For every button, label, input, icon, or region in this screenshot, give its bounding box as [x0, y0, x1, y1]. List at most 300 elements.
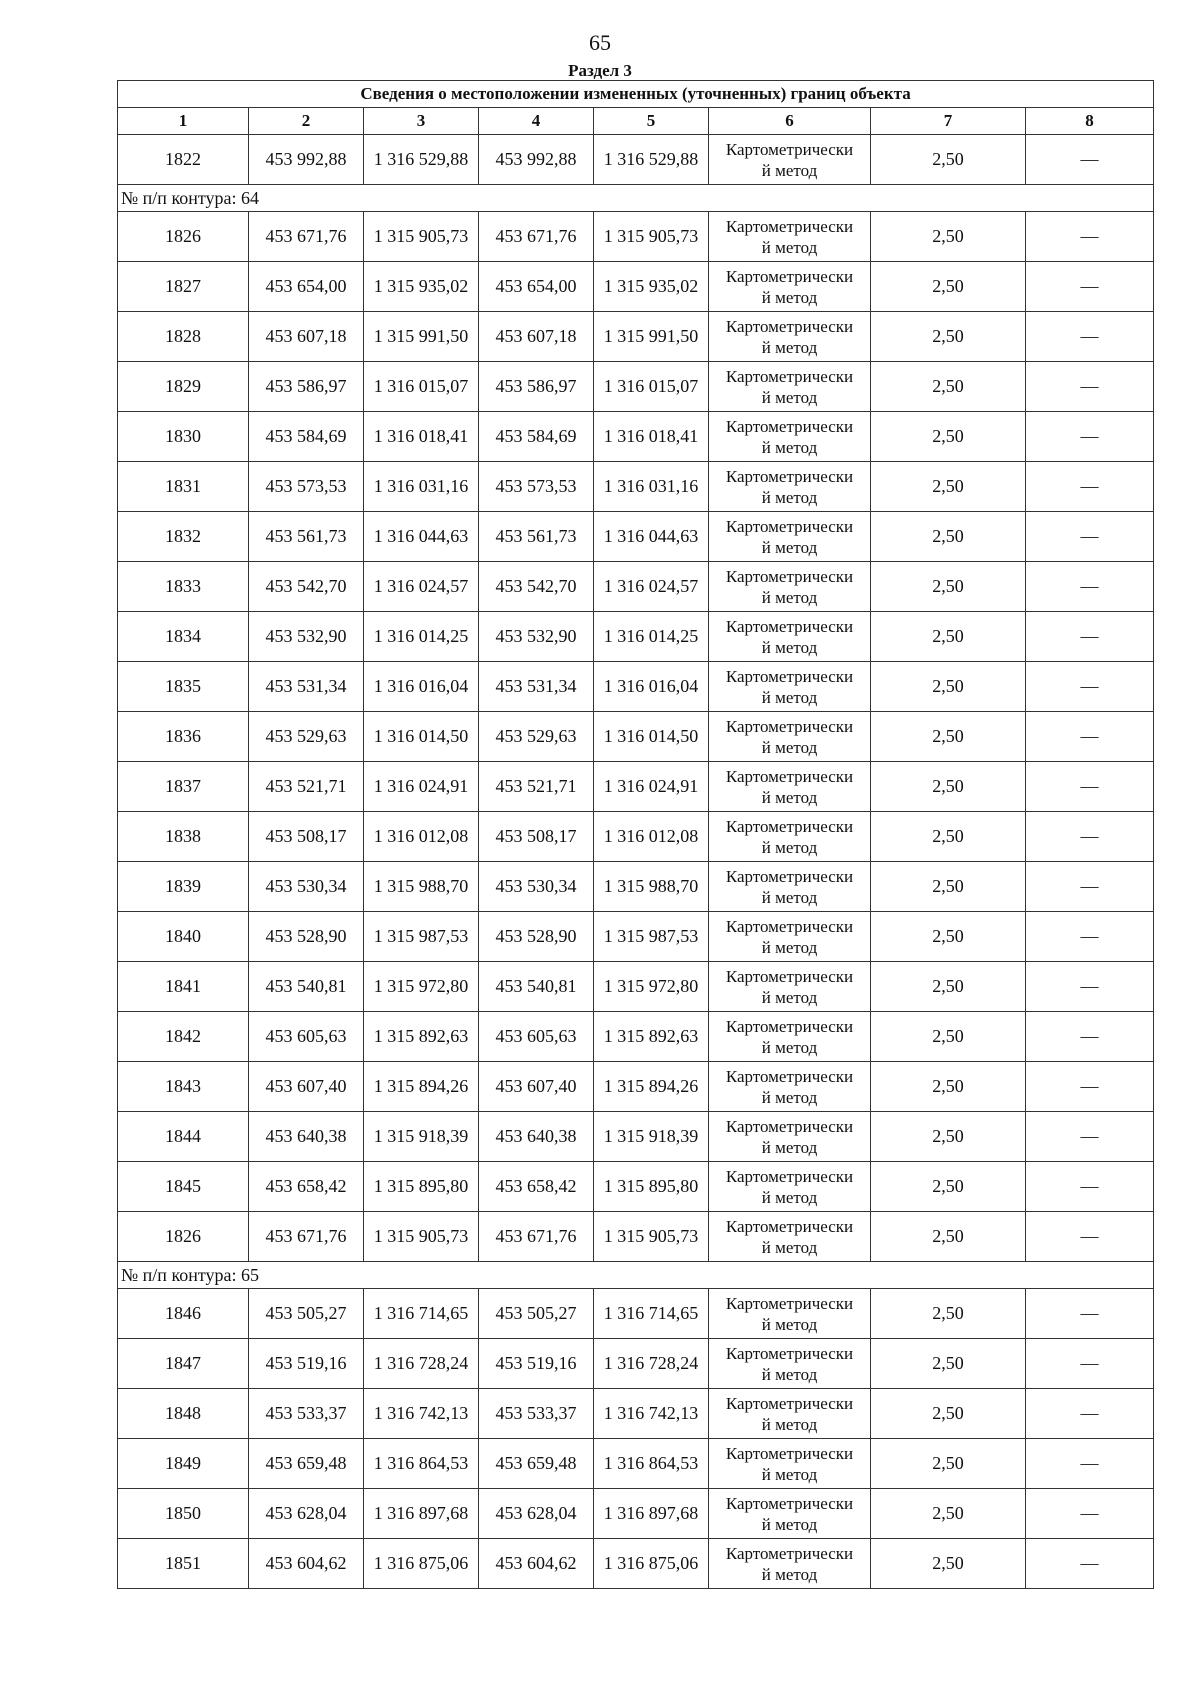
accuracy-cell: 2,50 [871, 262, 1026, 312]
dash-cell: — [1026, 362, 1154, 412]
table-row [118, 135, 1154, 185]
method-line-1: Картометрически [725, 1216, 854, 1236]
method-line-2: й метод [761, 1087, 818, 1107]
accuracy-cell: 2,50 [871, 912, 1026, 962]
x-old-cell: 453 561,73 [249, 512, 364, 562]
x-old-cell: 453 521,71 [249, 762, 364, 812]
dash-cell: — [1026, 1012, 1154, 1062]
method-cell [709, 1012, 871, 1062]
method-line-1: Картометрически [725, 866, 854, 886]
accuracy-cell: 2,50 [871, 1062, 1026, 1112]
point-id: 1841 [118, 962, 249, 1012]
y-old-cell: 1 316 044,63 [364, 512, 479, 562]
table-row [118, 362, 1154, 412]
method-line-2: й метод [761, 437, 818, 457]
method-line-2: й метод [761, 160, 818, 180]
y-old-cell: 1 316 742,13 [364, 1389, 479, 1439]
accuracy-cell: 2,50 [871, 712, 1026, 762]
point-id: 1836 [118, 712, 249, 762]
accuracy-cell: 2,50 [871, 1489, 1026, 1539]
method-line-2: й метод [761, 1137, 818, 1157]
method-cell [709, 662, 871, 712]
x-old-cell: 453 540,81 [249, 962, 364, 1012]
y-old-cell: 1 316 897,68 [364, 1489, 479, 1539]
method-cell [709, 1489, 871, 1539]
table-row [118, 862, 1154, 912]
y-new-cell: 1 315 987,53 [594, 912, 709, 962]
table-row [118, 1012, 1154, 1062]
dash-cell: — [1026, 1539, 1154, 1589]
x-old-cell: 453 992,88 [249, 135, 364, 185]
x-new-cell: 453 640,38 [479, 1112, 594, 1162]
column-number: 6 [709, 108, 871, 135]
dash-cell: — [1026, 512, 1154, 562]
x-new-cell: 453 519,16 [479, 1339, 594, 1389]
x-old-cell: 453 658,42 [249, 1162, 364, 1212]
page-number: 65 [589, 30, 611, 55]
method-line-2: й метод [761, 1414, 818, 1434]
y-new-cell: 1 316 714,65 [594, 1289, 709, 1339]
method-cell [709, 862, 871, 912]
dash-cell: — [1026, 462, 1154, 512]
method-line-2: й метод [761, 887, 818, 907]
method-cell [709, 962, 871, 1012]
dash-cell: — [1026, 1212, 1154, 1262]
table-row [118, 1062, 1154, 1112]
dash-cell: — [1026, 862, 1154, 912]
table-caption: Сведения о местоположении измененных (уточненных) границ объекта [118, 81, 1154, 108]
method-line-2: й метод [761, 1514, 818, 1534]
table-body [118, 81, 1154, 1589]
accuracy-cell: 2,50 [871, 1339, 1026, 1389]
method-line-1: Картометрически [725, 1493, 854, 1513]
accuracy-cell: 2,50 [871, 812, 1026, 862]
section-title: Раздел 3 [568, 61, 632, 80]
method-line-2: й метод [761, 637, 818, 657]
point-id: 1847 [118, 1339, 249, 1389]
y-new-cell: 1 316 044,63 [594, 512, 709, 562]
method-cell [709, 812, 871, 862]
dash-cell: — [1026, 212, 1154, 262]
dash-cell: — [1026, 1289, 1154, 1339]
dash-cell: — [1026, 412, 1154, 462]
method-line-1: Картометрически [725, 766, 854, 786]
method-cell [709, 1162, 871, 1212]
method-line-1: Картометрически [725, 416, 854, 436]
point-id: 1835 [118, 662, 249, 712]
x-new-cell: 453 532,90 [479, 612, 594, 662]
method-line-1: Картометрически [725, 316, 854, 336]
y-old-cell: 1 316 024,91 [364, 762, 479, 812]
dash-cell: — [1026, 662, 1154, 712]
y-new-cell: 1 316 875,06 [594, 1539, 709, 1589]
point-id: 1838 [118, 812, 249, 862]
dash-cell: — [1026, 762, 1154, 812]
table-row [118, 1112, 1154, 1162]
x-new-cell: 453 521,71 [479, 762, 594, 812]
y-old-cell: 1 316 024,57 [364, 562, 479, 612]
x-old-cell: 453 640,38 [249, 1112, 364, 1162]
x-old-cell: 453 533,37 [249, 1389, 364, 1439]
point-id: 1834 [118, 612, 249, 662]
method-line-1: Картометрически [725, 1066, 854, 1086]
x-new-cell: 453 659,48 [479, 1439, 594, 1489]
dash-cell: — [1026, 1439, 1154, 1489]
x-old-cell: 453 508,17 [249, 812, 364, 862]
x-new-cell: 453 584,69 [479, 412, 594, 462]
method-line-1: Картометрически [725, 266, 854, 286]
method-cell [709, 1062, 871, 1112]
method-line-2: й метод [761, 987, 818, 1007]
y-new-cell: 1 316 014,50 [594, 712, 709, 762]
y-new-cell: 1 315 895,80 [594, 1162, 709, 1212]
y-old-cell: 1 315 991,50 [364, 312, 479, 362]
table-row [118, 1339, 1154, 1389]
method-line-2: й метод [761, 937, 818, 957]
method-cell [709, 612, 871, 662]
method-line-1: Картометрически [725, 1016, 854, 1036]
column-number: 7 [871, 108, 1026, 135]
method-line-1: Картометрически [725, 966, 854, 986]
point-id: 1843 [118, 1062, 249, 1112]
method-cell [709, 1212, 871, 1262]
table-row [118, 1212, 1154, 1262]
method-line-2: й метод [761, 787, 818, 807]
x-new-cell: 453 533,37 [479, 1389, 594, 1439]
x-old-cell: 453 573,53 [249, 462, 364, 512]
x-new-cell: 453 607,18 [479, 312, 594, 362]
point-id: 1831 [118, 462, 249, 512]
point-id: 1845 [118, 1162, 249, 1212]
dash-cell: — [1026, 312, 1154, 362]
x-new-cell: 453 992,88 [479, 135, 594, 185]
y-new-cell: 1 315 905,73 [594, 212, 709, 262]
table-row [118, 912, 1154, 962]
column-numbers-row [118, 108, 1154, 135]
table-row [118, 1289, 1154, 1339]
method-line-2: й метод [761, 837, 818, 857]
contour-label: № п/п контура: 65 [118, 1262, 1154, 1289]
accuracy-cell: 2,50 [871, 1439, 1026, 1489]
method-cell [709, 462, 871, 512]
table-row [118, 512, 1154, 562]
column-number: 5 [594, 108, 709, 135]
method-cell [709, 912, 871, 962]
dash-cell: — [1026, 1339, 1154, 1389]
y-old-cell: 1 315 905,73 [364, 1212, 479, 1262]
point-id: 1828 [118, 312, 249, 362]
x-new-cell: 453 671,76 [479, 212, 594, 262]
point-id: 1827 [118, 262, 249, 312]
accuracy-cell: 2,50 [871, 1389, 1026, 1439]
accuracy-cell: 2,50 [871, 1212, 1026, 1262]
column-number: 4 [479, 108, 594, 135]
y-new-cell: 1 315 991,50 [594, 312, 709, 362]
method-line-1: Картометрически [725, 1443, 854, 1463]
y-new-cell: 1 315 972,80 [594, 962, 709, 1012]
method-line-1: Картометрически [725, 816, 854, 836]
y-new-cell: 1 316 024,57 [594, 562, 709, 612]
x-old-cell: 453 531,34 [249, 662, 364, 712]
x-new-cell: 453 529,63 [479, 712, 594, 762]
y-old-cell: 1 315 935,02 [364, 262, 479, 312]
table-row [118, 562, 1154, 612]
method-cell [709, 262, 871, 312]
column-number: 2 [249, 108, 364, 135]
table-row [118, 812, 1154, 862]
contour-row [118, 1262, 1154, 1289]
y-new-cell: 1 316 897,68 [594, 1489, 709, 1539]
accuracy-cell: 2,50 [871, 462, 1026, 512]
y-old-cell: 1 316 015,07 [364, 362, 479, 412]
boundary-table [117, 80, 1154, 1589]
accuracy-cell: 2,50 [871, 562, 1026, 612]
table-row [118, 1489, 1154, 1539]
accuracy-cell: 2,50 [871, 1539, 1026, 1589]
contour-label: № п/п контура: 64 [118, 185, 1154, 212]
accuracy-cell: 2,50 [871, 662, 1026, 712]
method-line-2: й метод [761, 1564, 818, 1584]
point-id: 1849 [118, 1439, 249, 1489]
x-new-cell: 453 671,76 [479, 1212, 594, 1262]
table-row [118, 312, 1154, 362]
method-line-1: Картометрически [725, 1293, 854, 1313]
method-line-2: й метод [761, 1037, 818, 1057]
accuracy-cell: 2,50 [871, 762, 1026, 812]
dash-cell: — [1026, 712, 1154, 762]
y-old-cell: 1 316 031,16 [364, 462, 479, 512]
x-old-cell: 453 584,69 [249, 412, 364, 462]
y-old-cell: 1 315 905,73 [364, 212, 479, 262]
x-old-cell: 453 607,40 [249, 1062, 364, 1112]
point-id: 1846 [118, 1289, 249, 1339]
x-new-cell: 453 530,34 [479, 862, 594, 912]
dash-cell: — [1026, 1389, 1154, 1439]
x-old-cell: 453 586,97 [249, 362, 364, 412]
accuracy-cell: 2,50 [871, 212, 1026, 262]
method-cell [709, 512, 871, 562]
point-id: 1851 [118, 1539, 249, 1589]
method-line-1: Картометрически [725, 1543, 854, 1563]
table-row [118, 1389, 1154, 1439]
point-id: 1850 [118, 1489, 249, 1539]
dash-cell: — [1026, 1112, 1154, 1162]
dash-cell: — [1026, 612, 1154, 662]
x-old-cell: 453 505,27 [249, 1289, 364, 1339]
x-old-cell: 453 530,34 [249, 862, 364, 912]
method-cell [709, 412, 871, 462]
accuracy-cell: 2,50 [871, 312, 1026, 362]
accuracy-cell: 2,50 [871, 1012, 1026, 1062]
point-id: 1833 [118, 562, 249, 612]
dash-cell: — [1026, 562, 1154, 612]
point-id: 1840 [118, 912, 249, 962]
y-new-cell: 1 316 014,25 [594, 612, 709, 662]
method-line-2: й метод [761, 687, 818, 707]
table-row [118, 262, 1154, 312]
method-cell [709, 762, 871, 812]
point-id: 1832 [118, 512, 249, 562]
x-new-cell: 453 573,53 [479, 462, 594, 512]
y-new-cell: 1 315 918,39 [594, 1112, 709, 1162]
method-cell [709, 1389, 871, 1439]
table-row [118, 462, 1154, 512]
table-row [118, 412, 1154, 462]
y-old-cell: 1 316 016,04 [364, 662, 479, 712]
x-old-cell: 453 671,76 [249, 1212, 364, 1262]
dash-cell: — [1026, 812, 1154, 862]
x-old-cell: 453 542,70 [249, 562, 364, 612]
y-old-cell: 1 316 714,65 [364, 1289, 479, 1339]
method-line-1: Картометрически [725, 216, 854, 236]
x-new-cell: 453 508,17 [479, 812, 594, 862]
contour-row [118, 185, 1154, 212]
point-id: 1839 [118, 862, 249, 912]
y-new-cell: 1 315 988,70 [594, 862, 709, 912]
y-old-cell: 1 316 875,06 [364, 1539, 479, 1589]
y-old-cell: 1 316 014,25 [364, 612, 479, 662]
y-new-cell: 1 315 905,73 [594, 1212, 709, 1262]
method-line-1: Картометрически [725, 616, 854, 636]
y-new-cell: 1 316 015,07 [594, 362, 709, 412]
method-line-2: й метод [761, 1364, 818, 1384]
point-id: 1830 [118, 412, 249, 462]
method-line-2: й метод [761, 337, 818, 357]
accuracy-cell: 2,50 [871, 1112, 1026, 1162]
dash-cell: — [1026, 962, 1154, 1012]
y-old-cell: 1 316 728,24 [364, 1339, 479, 1389]
method-line-2: й метод [761, 537, 818, 557]
method-line-2: й метод [761, 487, 818, 507]
method-line-1: Картометрически [725, 566, 854, 586]
y-new-cell: 1 315 892,63 [594, 1012, 709, 1062]
point-id: 1844 [118, 1112, 249, 1162]
table-row [118, 612, 1154, 662]
method-line-2: й метод [761, 237, 818, 257]
column-number: 3 [364, 108, 479, 135]
x-old-cell: 453 628,04 [249, 1489, 364, 1539]
x-new-cell: 453 561,73 [479, 512, 594, 562]
method-line-2: й метод [761, 737, 818, 757]
y-new-cell: 1 316 031,16 [594, 462, 709, 512]
table-row [118, 212, 1154, 262]
dash-cell: — [1026, 135, 1154, 185]
table-row [118, 1162, 1154, 1212]
x-old-cell: 453 605,63 [249, 1012, 364, 1062]
method-line-1: Картометрически [725, 1393, 854, 1413]
y-new-cell: 1 316 018,41 [594, 412, 709, 462]
dash-cell: — [1026, 912, 1154, 962]
method-line-1: Картометрически [725, 366, 854, 386]
x-old-cell: 453 671,76 [249, 212, 364, 262]
y-new-cell: 1 315 935,02 [594, 262, 709, 312]
y-old-cell: 1 315 988,70 [364, 862, 479, 912]
y-old-cell: 1 315 895,80 [364, 1162, 479, 1212]
method-line-1: Картометрически [725, 1343, 854, 1363]
method-line-2: й метод [761, 587, 818, 607]
x-new-cell: 453 607,40 [479, 1062, 594, 1112]
method-cell [709, 1539, 871, 1589]
x-new-cell: 453 605,63 [479, 1012, 594, 1062]
method-cell [709, 562, 871, 612]
method-line-1: Картометрически [725, 916, 854, 936]
table-row [118, 762, 1154, 812]
x-new-cell: 453 505,27 [479, 1289, 594, 1339]
column-number: 8 [1026, 108, 1154, 135]
x-old-cell: 453 529,63 [249, 712, 364, 762]
x-old-cell: 453 519,16 [249, 1339, 364, 1389]
y-old-cell: 1 316 012,08 [364, 812, 479, 862]
x-new-cell: 453 542,70 [479, 562, 594, 612]
y-old-cell: 1 315 987,53 [364, 912, 479, 962]
method-line-2: й метод [761, 1314, 818, 1334]
y-old-cell: 1 315 894,26 [364, 1062, 479, 1112]
point-id: 1837 [118, 762, 249, 812]
dash-cell: — [1026, 262, 1154, 312]
x-new-cell: 453 658,42 [479, 1162, 594, 1212]
method-cell [709, 212, 871, 262]
table-row [118, 662, 1154, 712]
point-id: 1826 [118, 1212, 249, 1262]
point-id: 1848 [118, 1389, 249, 1439]
method-cell [709, 312, 871, 362]
method-line-2: й метод [761, 287, 818, 307]
y-new-cell: 1 316 012,08 [594, 812, 709, 862]
x-old-cell: 453 654,00 [249, 262, 364, 312]
table-caption-row [118, 81, 1154, 108]
column-number: 1 [118, 108, 249, 135]
accuracy-cell: 2,50 [871, 412, 1026, 462]
y-new-cell: 1 316 728,24 [594, 1339, 709, 1389]
method-line-1: Картометрически [725, 139, 854, 159]
method-line-2: й метод [761, 387, 818, 407]
x-old-cell: 453 659,48 [249, 1439, 364, 1489]
method-line-1: Картометрически [725, 1166, 854, 1186]
y-new-cell: 1 316 529,88 [594, 135, 709, 185]
x-new-cell: 453 540,81 [479, 962, 594, 1012]
x-new-cell: 453 628,04 [479, 1489, 594, 1539]
method-line-1: Картометрически [725, 466, 854, 486]
table-row [118, 1439, 1154, 1489]
x-new-cell: 453 528,90 [479, 912, 594, 962]
method-line-1: Картометрически [725, 516, 854, 536]
method-line-2: й метод [761, 1237, 818, 1257]
method-cell [709, 1289, 871, 1339]
y-new-cell: 1 316 742,13 [594, 1389, 709, 1439]
point-id: 1829 [118, 362, 249, 412]
dash-cell: — [1026, 1489, 1154, 1539]
point-id: 1842 [118, 1012, 249, 1062]
accuracy-cell: 2,50 [871, 612, 1026, 662]
y-new-cell: 1 316 016,04 [594, 662, 709, 712]
accuracy-cell: 2,50 [871, 1162, 1026, 1212]
y-new-cell: 1 316 864,53 [594, 1439, 709, 1489]
accuracy-cell: 2,50 [871, 962, 1026, 1012]
x-new-cell: 453 531,34 [479, 662, 594, 712]
x-old-cell: 453 532,90 [249, 612, 364, 662]
dash-cell: — [1026, 1062, 1154, 1112]
y-old-cell: 1 316 529,88 [364, 135, 479, 185]
method-cell [709, 362, 871, 412]
x-new-cell: 453 654,00 [479, 262, 594, 312]
method-cell [709, 135, 871, 185]
method-line-2: й метод [761, 1187, 818, 1207]
table-row [118, 712, 1154, 762]
method-line-1: Картометрически [725, 716, 854, 736]
method-cell [709, 1112, 871, 1162]
method-cell [709, 712, 871, 762]
x-old-cell: 453 607,18 [249, 312, 364, 362]
